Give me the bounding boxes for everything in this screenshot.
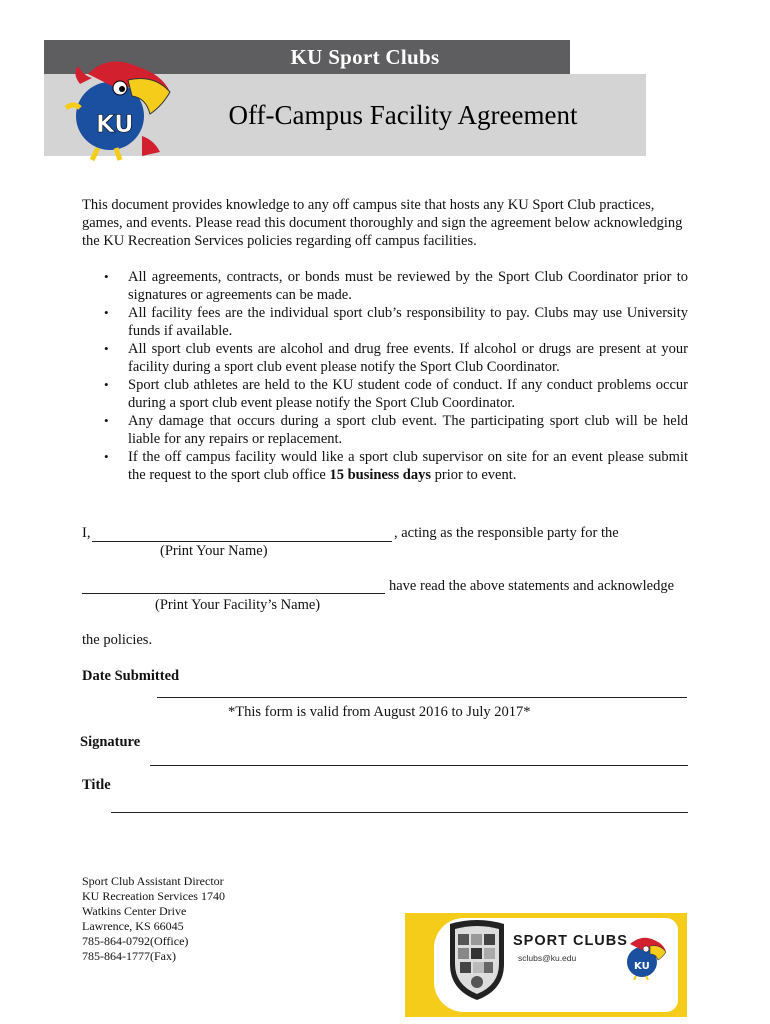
- have-read-text: have read the above statements and acknowledge: [389, 578, 675, 594]
- sport-shield-icon: [446, 918, 508, 1002]
- deadline-emphasis: 15 business days: [329, 467, 432, 483]
- contact-line: Watkins Center Drive: [82, 904, 187, 918]
- jayhawk-logo: [58, 44, 176, 162]
- page-title: Off-Campus Facility Agreement: [228, 100, 578, 130]
- policy-list: [82, 268, 688, 484]
- mini-jayhawk-icon: [620, 930, 668, 980]
- date-submitted-line[interactable]: [157, 682, 687, 698]
- contact-line: KU Recreation Services 1740: [82, 889, 225, 903]
- contact-fax: 785-864-1777(Fax): [82, 949, 176, 963]
- list-item: • All sport club events are alcohol and drug free events. If alcohol or drugs are present at your facility during a sport club event please notify the Sport Club Coordinator.: [104, 341, 688, 375]
- intro-paragraph: This document provides knowledge to any off campus site that hosts any KU Sport Club practices, games, and events. Please read this document thoroughly and sign the agreement below acknowledging the KU Recreation Services policies regarding off campus facilities.: [82, 197, 683, 249]
- acting-text: , acting as the responsible party for the: [394, 525, 619, 541]
- date-submitted-label: Date Submitted: [82, 668, 180, 684]
- bullet-icon: •: [104, 449, 109, 464]
- sport-clubs-title: SPORT CLUBS: [513, 933, 628, 949]
- sport-clubs-email[interactable]: sclubs@ku.edu: [518, 953, 577, 963]
- print-name-hint: (Print Your Name): [160, 543, 268, 559]
- list-item: • All facility fees are the individual sport club’s responsibility to pay. Clubs may use University funds if available.: [104, 305, 688, 339]
- bullet-icon: •: [104, 341, 109, 356]
- i-prefix: I,: [82, 525, 91, 541]
- org-title: KU Sport Clubs: [290, 45, 440, 69]
- title-line[interactable]: [111, 797, 688, 813]
- bullet-icon: •: [104, 269, 109, 284]
- validity-note: *This form is valid from August 2016 to July 2017*: [228, 704, 531, 720]
- contact-line: Sport Club Assistant Director: [82, 874, 224, 888]
- contact-line: Lawrence, KS 66045: [82, 919, 184, 933]
- print-name-line[interactable]: [92, 524, 392, 542]
- facility-name-line[interactable]: [82, 577, 385, 594]
- list-item: • Sport club athletes are held to the KU student code of conduct. If any conduct problems occur during a sport club event please notify the Sport Club Coordinator.: [104, 377, 688, 411]
- policies-text: the policies.: [82, 632, 153, 648]
- bullet-icon: •: [104, 305, 109, 320]
- signature-label: Signature: [80, 734, 141, 750]
- list-item: • If the off campus facility would like a sport club supervisor on site for an event please submit the request to the sport club office 15 business days prior to event.: [104, 449, 688, 483]
- title-label: Title: [82, 777, 111, 793]
- list-item: • Any damage that occurs during a sport club event. The participating sport club will be held liable for any repairs or replacement.: [104, 413, 688, 447]
- signature-line[interactable]: [150, 750, 688, 766]
- bullet-icon: •: [104, 377, 109, 392]
- contact-phone: 785-864-0792(Office): [82, 934, 189, 948]
- jayhawk-ku-text: KU: [96, 110, 134, 138]
- list-item: • All agreements, contracts, or bonds must be reviewed by the Sport Club Coordinator prior to signatures or agreements can be made.: [104, 269, 688, 303]
- facility-name-hint: (Print Your Facility’s Name): [155, 597, 321, 613]
- contact-block: [82, 874, 225, 964]
- mini-jayhawk-text: KU: [634, 961, 650, 972]
- bullet-icon: •: [104, 413, 109, 428]
